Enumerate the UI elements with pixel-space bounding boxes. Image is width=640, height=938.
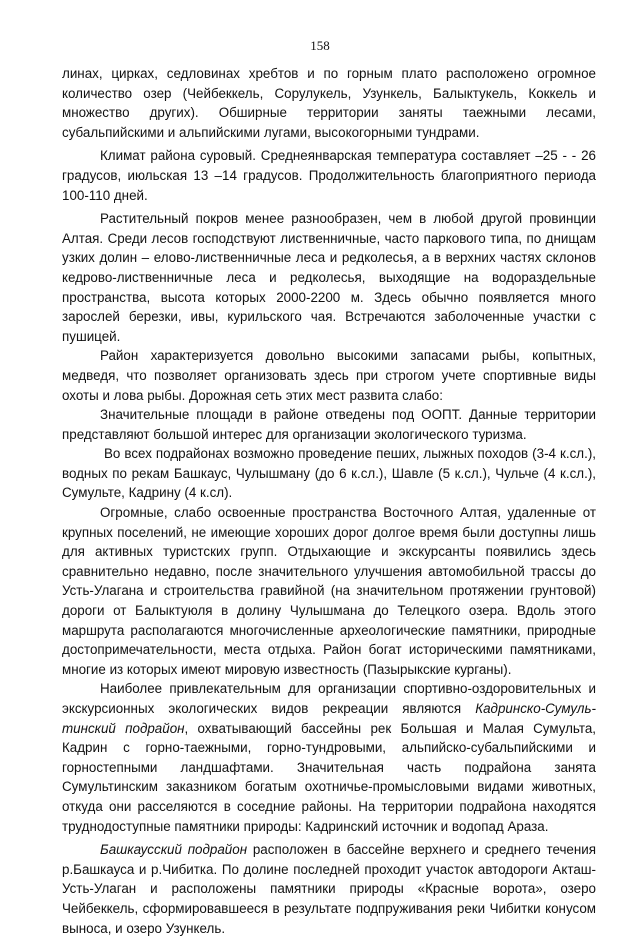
paragraph — [62, 840, 596, 938]
paragraph: Растительный покров менее разнообразен, чем в любой другой провинции Алтая. Среди лесов господствуют лиственничные, часто паркового типа, по днищам узких долин – елово-лиственничные леса и редколесья, а в верхних частях склонов кедрово-лиственничные леса и редколесья, выходящие на водораздельные пространства, высота которых 2000-2200 м. Здесь обычно появляется много зарослей березки, ивы, курильского чая. Встречаются заболоченные участки с пушицей. — [62, 211, 596, 344]
paragraph: Во всех подрайонах возможно проведение пеших, лыжных походов (3-4 к.сл.), водных по рекам Башкаус, Чулышману (до 6 к.сл.), Шавле (5 к.сл.), Чульче (4 к.сл.), Сумульте, Кадрину (4 к.сл). — [62, 446, 596, 501]
body-text — [62, 64, 596, 938]
subregion-name: Кадринско-Сумуль-тинский подрайон — [62, 701, 596, 736]
paragraph: Значительные площади в районе отведены под ООПТ. Данные территории представляют большой интерес для организации экологического туризма. — [62, 407, 596, 442]
paragraph — [62, 679, 596, 836]
page-number: 158 — [310, 38, 330, 53]
paragraph-text: Наиболее привлекательным для организации спортивно-оздоровительных и экскурсионных экологических видов рекреации являются — [62, 681, 596, 716]
paragraph-text: расположен в бассейне верхнего и среднего течения р.Башкауса и р.Чибитка. По долине последней проходит участок автодороги Акташ-Усть-Улаган и расположены памятники природы «Красные ворота», озеро Чейбеккель, сформировавшееся в результате подпруживания реки Чибитки конусом выноса, и озеро Узункель. — [62, 842, 596, 936]
paragraph: линах, цирках, седловинах хребтов и по горным плато расположено огромное количество озер (Чейбеккель, Сорулукель, Узункель, Балыктукель, Коккель и множество других). Обширные территории заняты таежными лесами, субальпийскими и альпийскими лугами, высокогорными тундрами. — [62, 66, 596, 140]
paragraph: Район характеризуется довольно высокими запасами рыбы, копытных, медведя, что позволяет организовать здесь при строгом учете спортивные виды охоты и лова рыбы. Дорожная сеть этих мест развита слабо: — [62, 348, 596, 403]
subregion-name: Башкаусский подрайон — [100, 842, 248, 858]
paragraph: Климат района суровый. Среднеянварская температура составляет –25 - - 26 градусов, июльская 13 –14 градусов. Продолжительность благоприятного периода 100-110 дней. — [62, 148, 596, 203]
paragraph-text: , охватывающий бассейны рек Большая и Малая Сумульта, Кадрин с горно-таежными, горно-тундровыми, альпийско-субальпийскими и горностепными ландшафтами. Значительная часть подрайона занята Сумультинским заказником богатым охотничье-промысловыми видами животных, откуда они расселяются в соседние районы. На территории подрайона находятся труднодоступные памятники природы: Кадринский источник и водопад Аразa. — [62, 720, 596, 834]
paragraph: Огромные, слабо освоенные пространства Восточного Алтая, удаленные от крупных поселений, не имеющие хороших дорог долгое время были доступны лишь для активных туристских групп. Отдыхающие и экскурсанты появились здесь сравнительно недавно, после значительного улучшения автомобильной трассы до Усть-Улагана и строительства гравийной (на значительном протяжении грунтовой) дороги от Балыктуюля в долину Чулышмана до Телецкого озера. Вдоль этого маршрута располагаются многочисленные археологические памятники, природные достопримечательности, места отдыха. Район богат историческими памятниками, многие из которых имеют мировую известность (Пазырыкские курганы). — [62, 505, 596, 677]
